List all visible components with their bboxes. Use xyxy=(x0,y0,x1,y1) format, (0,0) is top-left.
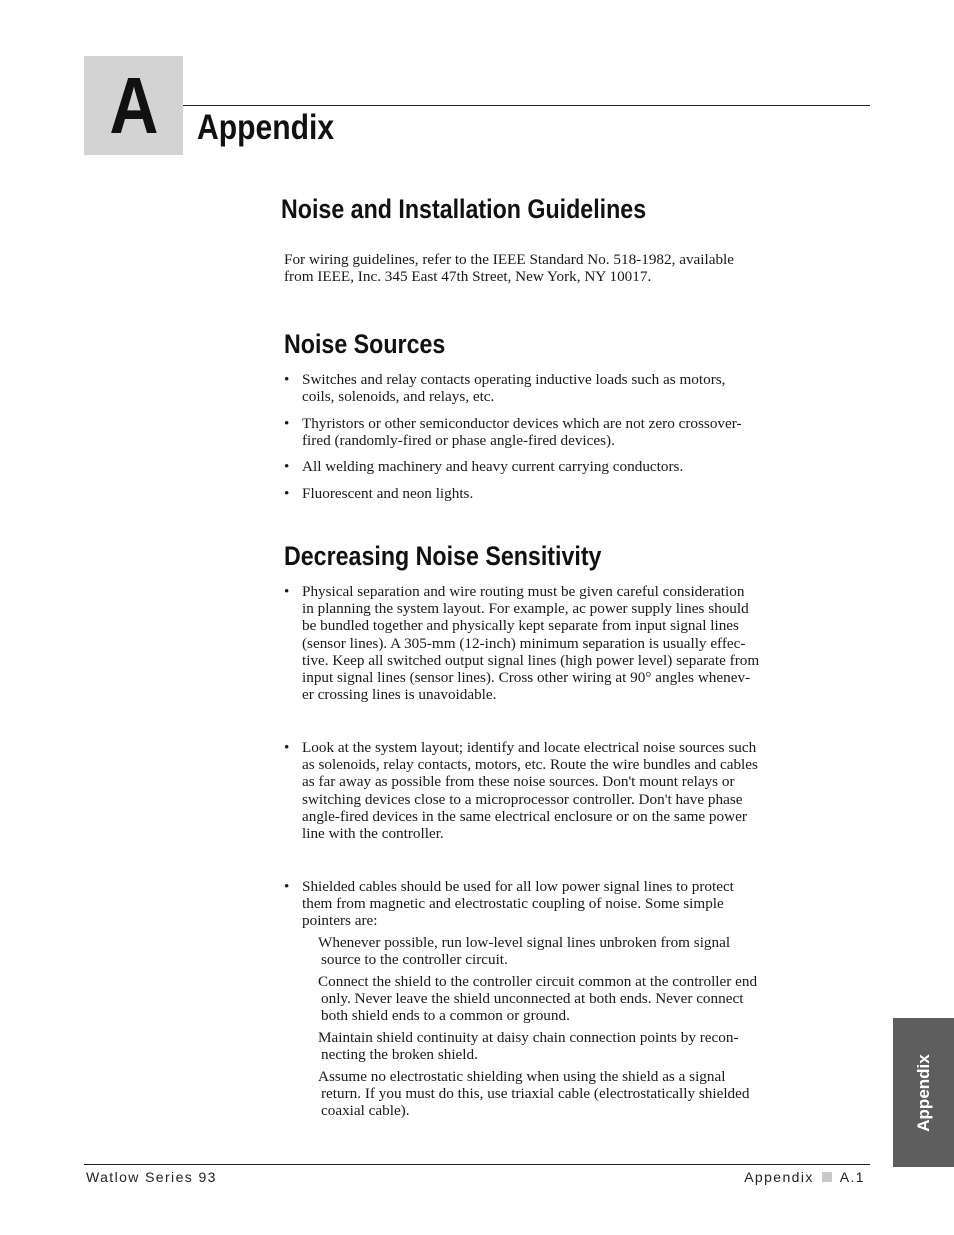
sub-list-item: Connect the shield to the controller circuit common at the controller end only. Never leave the shield unconnected at both ends. Never connect both shield ends to a common or ground. xyxy=(318,973,758,1025)
chapter-letter-box xyxy=(84,56,183,155)
bullet-glyph: • xyxy=(284,371,290,388)
list-item-text: All welding machinery and heavy current carrying conductors. xyxy=(302,458,684,475)
list-item xyxy=(284,371,849,405)
footer-rule xyxy=(84,1164,870,1165)
bullet-glyph: • xyxy=(284,485,290,502)
list-item-text: Thyristors or other semiconductor devices which are not zero crossover- fired (randomly-fired or phase angle-fired devices). xyxy=(302,415,742,450)
bullet-glyph: • xyxy=(284,415,290,432)
list-item xyxy=(284,583,849,703)
chapter-title: Appendix xyxy=(197,108,335,147)
list-item xyxy=(284,415,849,449)
sub-list-item: Assume no electrostatic shielding when using the shield as a signal return. If you must do this, use triaxial cable (electrostatically shielded coaxial cable). xyxy=(318,1068,750,1120)
footer-page-number: A.1 xyxy=(839,1169,865,1185)
bullet-glyph: • xyxy=(284,458,290,475)
list-item xyxy=(284,485,849,502)
section-paragraph-wiring xyxy=(284,251,844,285)
square-icon xyxy=(822,1172,832,1182)
sub-list-item: Maintain shield continuity at daisy chain connection points by recon- necting the broken shield. xyxy=(318,1029,739,1064)
section-heading-decreasing-noise: Decreasing Noise Sensitivity xyxy=(284,541,602,571)
bullet-glyph: • xyxy=(284,739,290,756)
bullet-glyph: • xyxy=(284,878,290,895)
list-item-text: Switches and relay contacts operating inductive loads such as motors, coils, solenoids, and relays, etc. xyxy=(302,371,726,406)
list-item-text: Look at the system layout; identify and locate electrical noise sources such as solenoids, relay contacts, motors, etc. Route the wire bundles and cables as far away as possible from these noise sources. Don't mount relays or switching devices close to a microprocessor controller. Don't have phase angle-fired devices in the same electrical enclosure or on the same power line with the controller. xyxy=(302,739,758,843)
paragraph-line: from IEEE, Inc. 345 East 47th Street, New York, NY 10017. xyxy=(284,268,652,286)
chapter-letter: A xyxy=(108,60,159,150)
sub-list-item: Whenever possible, run low-level signal lines unbroken from signal source to the controller circuit. xyxy=(318,934,731,969)
list-item-text: Shielded cables should be used for all low power signal lines to protect them from magnetic and electrostatic coupling of noise. Some simple pointers are: xyxy=(302,878,734,930)
list-item-text: Physical separation and wire routing must be given careful consideration in planning the system layout. For example, ac power supply lines should be bundled together and physically kept separate from input signal lines (sensor lines). A 305-mm (12-inch) minimum separation is usually effec- tive. Keep all switched output signal lines (high power level) separate from input signal lines (sensor lines). Cross other wiring at 90° angles whenev- er crossing lines is unavoidable. xyxy=(302,583,760,704)
footer-page-info xyxy=(744,1169,865,1185)
bullet-glyph: • xyxy=(284,583,290,600)
side-tab-label: Appendix xyxy=(913,1053,933,1132)
footer-section-name: Appendix xyxy=(744,1169,814,1185)
section-heading-noise-sources: Noise Sources xyxy=(284,329,446,359)
list-item xyxy=(284,739,849,842)
section-heading-noise-installation: Noise and Installation Guidelines xyxy=(281,194,647,224)
list-item-text: Fluorescent and neon lights. xyxy=(302,485,474,502)
list-item xyxy=(284,458,849,475)
side-tab xyxy=(893,1018,954,1167)
paragraph-line: For wiring guidelines, refer to the IEEE Standard No. 518-1982, available xyxy=(284,251,735,268)
footer-product-name: Watlow Series 93 xyxy=(86,1169,217,1185)
title-rule xyxy=(183,105,870,106)
list-item xyxy=(284,878,849,930)
